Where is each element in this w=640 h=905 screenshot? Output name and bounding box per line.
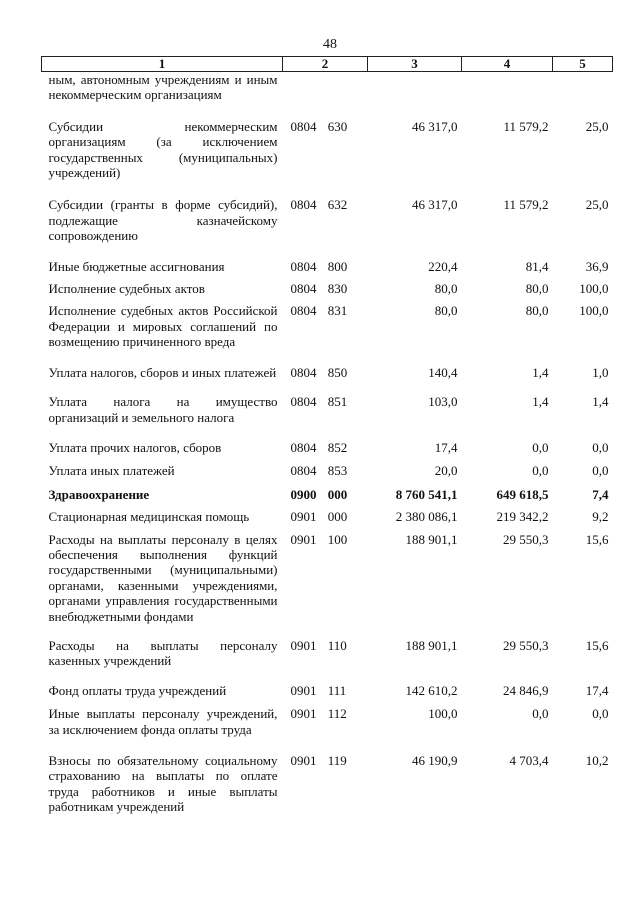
table-row xyxy=(42,350,613,380)
row-plan-cell: 20,0 xyxy=(434,463,458,479)
row-code-cell xyxy=(283,425,368,455)
row-percent-cell: 7,4 xyxy=(592,486,609,502)
row-fact-cell: 0,0 xyxy=(532,463,549,479)
row-code-cell xyxy=(283,624,368,669)
row-name-cell: Уплата налогов, сборов и иных платежей xyxy=(48,364,277,380)
row-fact-cell: 80,0 xyxy=(525,303,549,319)
page-number: 48 xyxy=(323,37,337,52)
row-percent-cell: 1,0 xyxy=(592,364,609,380)
section-code: 0804 xyxy=(290,364,317,380)
section-code: 0901 xyxy=(290,682,317,698)
row-code-cell xyxy=(283,380,368,425)
row-percent-cell: 15,6 xyxy=(585,637,609,653)
row-name-cell: Уплата налога на имущество организаций и земельного налога xyxy=(48,394,278,425)
table-row xyxy=(42,380,613,425)
row-plan-cell: 80,0 xyxy=(434,281,458,297)
column-header-5: 5 xyxy=(553,57,613,72)
table-row xyxy=(42,502,613,524)
row-fact-cell: 11 579,2 xyxy=(503,118,549,134)
column-header-3: 3 xyxy=(368,57,462,72)
row-code-cell xyxy=(283,455,368,478)
expense-type-code: 111 xyxy=(327,682,347,698)
table-row xyxy=(42,698,613,737)
row-code-cell xyxy=(283,72,368,103)
row-fact-cell: 29 550,3 xyxy=(503,637,549,653)
row-code-cell xyxy=(283,479,368,502)
row-fact-cell: 11 579,2 xyxy=(503,197,549,213)
section-code: 0901 xyxy=(290,509,317,525)
column-header-2: 2 xyxy=(283,57,368,72)
row-plan-cell: 46 190,9 xyxy=(412,753,458,768)
row-percent-cell: 100,0 xyxy=(579,281,609,297)
row-name-cell: Субсидии (гранты в форме субсидий), подлежащие казначейскому сопровождению xyxy=(48,197,278,244)
row-plan-cell: 188 901,1 xyxy=(405,637,458,653)
table-row xyxy=(42,72,613,103)
column-header-1: 1 xyxy=(42,57,283,72)
table-header xyxy=(42,57,613,72)
section-code: 0804 xyxy=(290,118,317,134)
section-code: 0804 xyxy=(290,281,317,297)
row-code-cell xyxy=(283,737,368,815)
expense-type-code: 630 xyxy=(327,118,348,134)
row-percent-cell: 17,4 xyxy=(585,682,609,698)
section-code: 0901 xyxy=(290,531,317,547)
row-code-cell xyxy=(283,502,368,524)
row-plan-cell: 142 610,2 xyxy=(405,682,458,698)
row-fact-cell: 649 618,5 xyxy=(496,486,549,502)
row-percent-cell: 0,0 xyxy=(592,463,609,479)
section-code: 0901 xyxy=(290,706,317,722)
row-plan-cell: 46 317,0 xyxy=(412,118,458,134)
table-row xyxy=(42,296,613,349)
table-row xyxy=(42,103,613,181)
row-plan-cell: 80,0 xyxy=(434,303,458,319)
row-percent-cell: 36,9 xyxy=(585,258,609,274)
expense-type-code: 852 xyxy=(327,439,348,455)
row-name-cell: Фонд оплаты труда учреждений xyxy=(48,682,227,698)
row-percent-cell xyxy=(553,72,613,103)
section-code: 0804 xyxy=(290,439,317,455)
row-percent-cell: 100,0 xyxy=(579,303,609,319)
section-code: 0804 xyxy=(290,394,317,410)
row-name-cell: Здравоохранение xyxy=(48,486,150,502)
row-name-cell: Стационарная медицинская помощь xyxy=(48,509,250,525)
row-code-cell xyxy=(283,698,368,737)
row-name-cell: Расходы на выплаты персоналу казенных учреждений xyxy=(48,637,278,669)
table-row xyxy=(42,737,613,815)
row-name-cell: ным, автономным учреждениям и иным некоммерческим организациям xyxy=(48,72,278,103)
row-plan-cell: 140,4 xyxy=(428,364,458,380)
expense-type-code: 112 xyxy=(327,706,347,722)
expense-type-code: 800 xyxy=(327,258,348,274)
row-code-cell xyxy=(283,244,368,274)
table-row xyxy=(42,180,613,243)
expense-type-code: 100 xyxy=(327,531,348,547)
row-fact-cell: 1,4 xyxy=(532,364,549,380)
table-row xyxy=(42,455,613,478)
row-name-cell: Исполнение судебных актов Российской Федерации и мировых соглашений по возмещению причиненного вреда xyxy=(48,303,278,350)
row-name-cell: Иные бюджетные ассигнования xyxy=(48,258,225,274)
row-fact-cell: 219 342,2 xyxy=(496,509,549,525)
row-fact-cell: 29 550,3 xyxy=(503,531,549,547)
row-fact-cell: 0,0 xyxy=(532,706,549,722)
row-plan-cell: 100,0 xyxy=(428,706,458,722)
row-code-cell xyxy=(283,103,368,181)
row-percent-cell: 25,0 xyxy=(585,197,609,213)
row-plan-cell: 188 901,1 xyxy=(405,531,458,547)
row-fact-cell: 0,0 xyxy=(532,439,549,455)
expense-type-code: 110 xyxy=(327,637,347,653)
expense-type-code: 000 xyxy=(327,509,348,525)
budget-execution-table xyxy=(41,56,613,815)
table-row xyxy=(42,669,613,698)
row-name-cell: Взносы по обязательному социальному страхованию на выплаты по оплате труда работников и иные выплаты работникам учреждений xyxy=(48,753,278,815)
row-percent-cell: 25,0 xyxy=(585,118,609,134)
table-row xyxy=(42,525,613,624)
expense-type-code: 831 xyxy=(327,303,348,319)
row-code-cell xyxy=(283,669,368,698)
row-code-cell xyxy=(283,296,368,349)
row-code-cell xyxy=(283,525,368,624)
row-fact-cell: 24 846,9 xyxy=(503,682,549,698)
row-plan-cell: 17,4 xyxy=(434,439,458,455)
expense-type-code: 632 xyxy=(327,197,348,213)
row-name-cell: Иные выплаты персоналу учреждений, за исключением фонда оплаты труда xyxy=(48,706,278,737)
section-code: 0901 xyxy=(290,753,317,768)
row-name-cell: Субсидии некоммерческим организациям (за исключением государственных (муниципальных) учреждений) xyxy=(48,118,278,181)
row-fact-cell: 81,4 xyxy=(525,258,549,274)
table-row xyxy=(42,274,613,296)
section-code: 0900 xyxy=(290,486,317,502)
row-code-cell xyxy=(283,350,368,380)
table-row xyxy=(42,425,613,455)
row-plan-cell: 46 317,0 xyxy=(412,197,458,213)
row-code-cell xyxy=(283,274,368,296)
table-body xyxy=(42,72,613,815)
row-percent-cell: 1,4 xyxy=(592,394,609,410)
section-code: 0901 xyxy=(290,637,317,653)
row-plan-cell xyxy=(368,72,462,103)
row-fact-cell xyxy=(462,72,553,103)
expense-type-code: 850 xyxy=(327,364,348,380)
row-name-cell: Уплата прочих налогов, сборов xyxy=(48,439,222,455)
row-percent-cell: 15,6 xyxy=(585,531,609,547)
expense-type-code: 830 xyxy=(327,281,348,297)
section-code: 0804 xyxy=(290,303,317,319)
row-percent-cell: 10,2 xyxy=(585,753,609,768)
row-plan-cell: 2 380 086,1 xyxy=(395,509,458,525)
section-code: 0804 xyxy=(290,463,317,479)
row-name-cell: Уплата иных платежей xyxy=(48,463,175,479)
table-row xyxy=(42,624,613,669)
row-plan-cell: 103,0 xyxy=(428,394,458,410)
expense-type-code: 119 xyxy=(327,753,347,768)
row-code-cell xyxy=(283,180,368,243)
row-plan-cell: 220,4 xyxy=(428,258,458,274)
expense-type-code: 853 xyxy=(327,463,348,479)
row-fact-cell: 80,0 xyxy=(525,281,549,297)
row-percent-cell: 9,2 xyxy=(592,509,609,525)
table-row xyxy=(42,479,613,502)
row-plan-cell: 8 760 541,1 xyxy=(395,486,458,502)
row-name-cell: Исполнение судебных актов xyxy=(48,281,205,297)
row-fact-cell: 4 703,4 xyxy=(509,753,549,768)
table-row xyxy=(42,244,613,274)
row-fact-cell: 1,4 xyxy=(532,394,549,410)
column-header-4: 4 xyxy=(462,57,553,72)
expense-type-code: 851 xyxy=(327,394,348,410)
row-name-cell: Расходы на выплаты персоналу в целях обеспечения выполнения функций государственными (муниципальными) органами, казенными учреждениями, органами управления государственными внебюджетными фондами xyxy=(48,531,278,624)
expense-type-code: 000 xyxy=(327,486,348,502)
section-code: 0804 xyxy=(290,197,317,213)
row-percent-cell: 0,0 xyxy=(592,706,609,722)
row-percent-cell: 0,0 xyxy=(592,439,609,455)
section-code: 0804 xyxy=(290,258,317,274)
